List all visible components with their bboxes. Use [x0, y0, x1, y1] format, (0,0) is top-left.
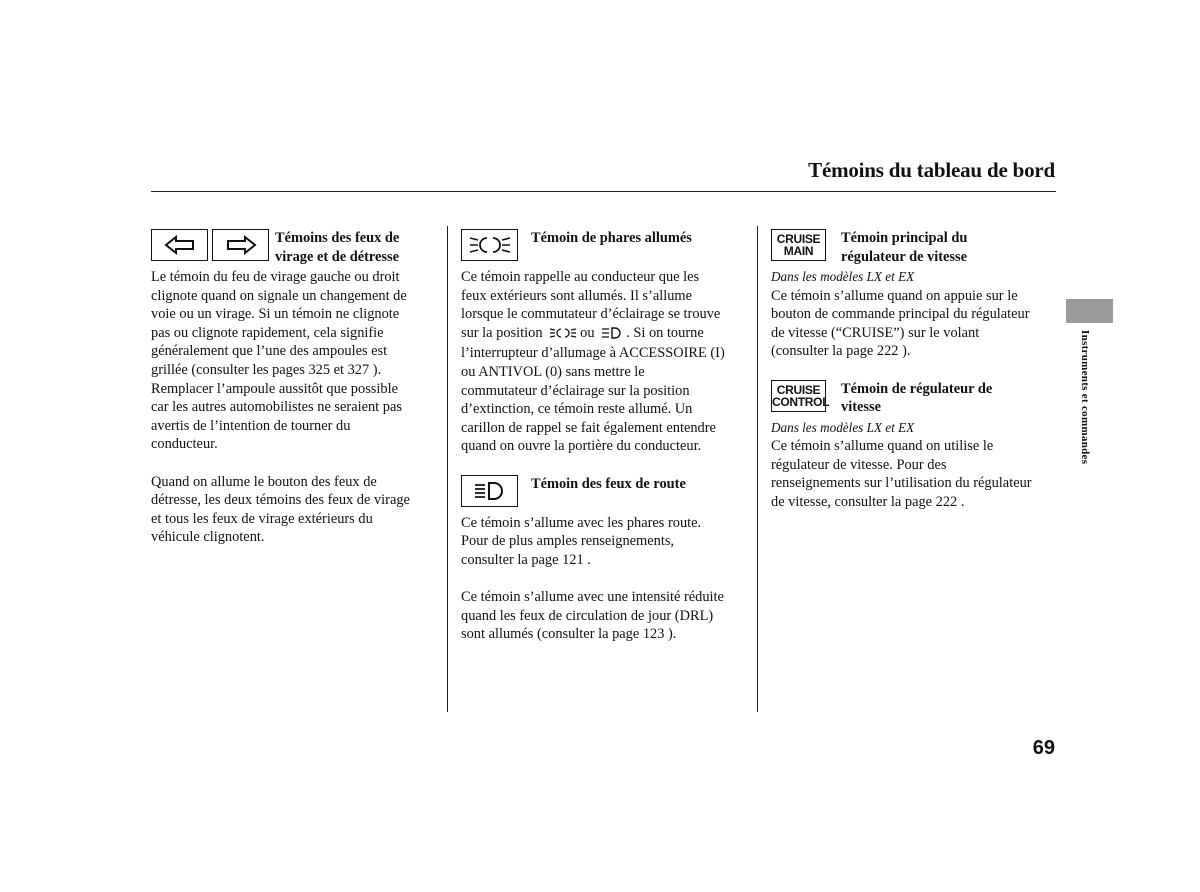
- section-tab: [1066, 299, 1113, 323]
- cruise-main-icon: CRUISE MAIN: [771, 229, 826, 261]
- body-paragraph: Ce témoin s’allume avec les phares route. Pour de plus amples renseignements, consulter la page 121 .: [461, 514, 702, 568]
- section-heading-text: Témoin de phares allumés: [531, 230, 692, 246]
- parking-lights-icon: [461, 229, 518, 261]
- section-heading: [771, 229, 1061, 266]
- body-paragraph: Ce témoin s’allume quand on appuie sur le bouton de commande principal du régulateur de vitesse (“CRUISE”) sur le volant (consulter la page 222 ).: [771, 287, 1030, 360]
- column-divider: [757, 226, 758, 712]
- body-paragraph: Ce témoin s’allume avec une intensité réduite quand les feux de circulation de jour (DRL) sont allumés (consulter la page 123 ).: [461, 588, 724, 643]
- page-title: Témoins du tableau de bord: [808, 158, 1055, 182]
- body-paragraph: Ce témoin s’allume quand on utilise le régulateur de vitesse. Pour des renseignements sur l’utilisation du régulateur de vitesse, consulter la page 222 .: [771, 438, 1032, 510]
- turn-signal-section: [151, 229, 441, 547]
- column-divider: [447, 226, 448, 712]
- parking-lights-icon: [549, 326, 577, 345]
- right-arrow-icon: [212, 229, 269, 261]
- model-note: Dans les modèles LX et EX: [771, 419, 915, 435]
- body-paragraph: Ce témoin rappelle au conducteur que les feux extérieurs sont allumés. Il s’allume lorsque le commutateur d’éclairage se trouve sur la position ou . Si on tourne l’interrupteur d’allumage à ACCESSOIRE (I) ou ANTIVOL (0) sans mettre le commutateur d’éclairage sur la position d’extinction, ce témoin reste allumé. Un carillon de rappel se fait également entendre quand on ouvre la portière du conducteur.: [461, 269, 725, 455]
- headlights-section: [461, 229, 751, 644]
- section-heading: [151, 229, 441, 266]
- cruise-section: [771, 229, 1061, 512]
- section-heading-text: Témoin des feux de route: [531, 475, 686, 492]
- model-note: Dans les modèles LX et EX: [771, 269, 915, 284]
- section-heading: [771, 380, 1061, 417]
- body-paragraph: Le témoin du feu de virage gauche ou droit clignote quand on signale un changement de voie ou un virage. Si un témoin ne clignote pas ou clignote rapidement, cela signifie généralement que l’une des ampoules est grillée (consulter les pages 325 et 327 ). Remplacer l’ampoule aussitôt que possible car les autres automobilistes ne seraient pas avertis de l’intention de tourner du conducteur.: [151, 269, 407, 453]
- section-heading-text: Témoin de régulateur de vitesse: [841, 380, 993, 416]
- headlight-icon: [601, 326, 623, 345]
- body-paragraph: Quand on allume le bouton des feux de détresse, les deux témoins des feux de virage et tous les feux de virage extérieurs du véhicule clignotent.: [151, 473, 410, 546]
- cruise-control-icon: CRUISE CONTROL: [771, 380, 826, 412]
- header-divider: [151, 191, 1056, 192]
- left-arrow-icon: [151, 229, 208, 261]
- section-heading: [461, 475, 751, 512]
- page-number: 69: [1032, 737, 1055, 759]
- section-heading-text: Témoins des feux de virage et de détresse: [275, 230, 400, 265]
- high-beam-icon: [461, 475, 518, 507]
- chapter-label: Instruments et commandes: [1079, 330, 1091, 465]
- section-heading-text: Témoin principal du régulateur de vitesse: [841, 230, 968, 265]
- section-heading: [461, 229, 751, 266]
